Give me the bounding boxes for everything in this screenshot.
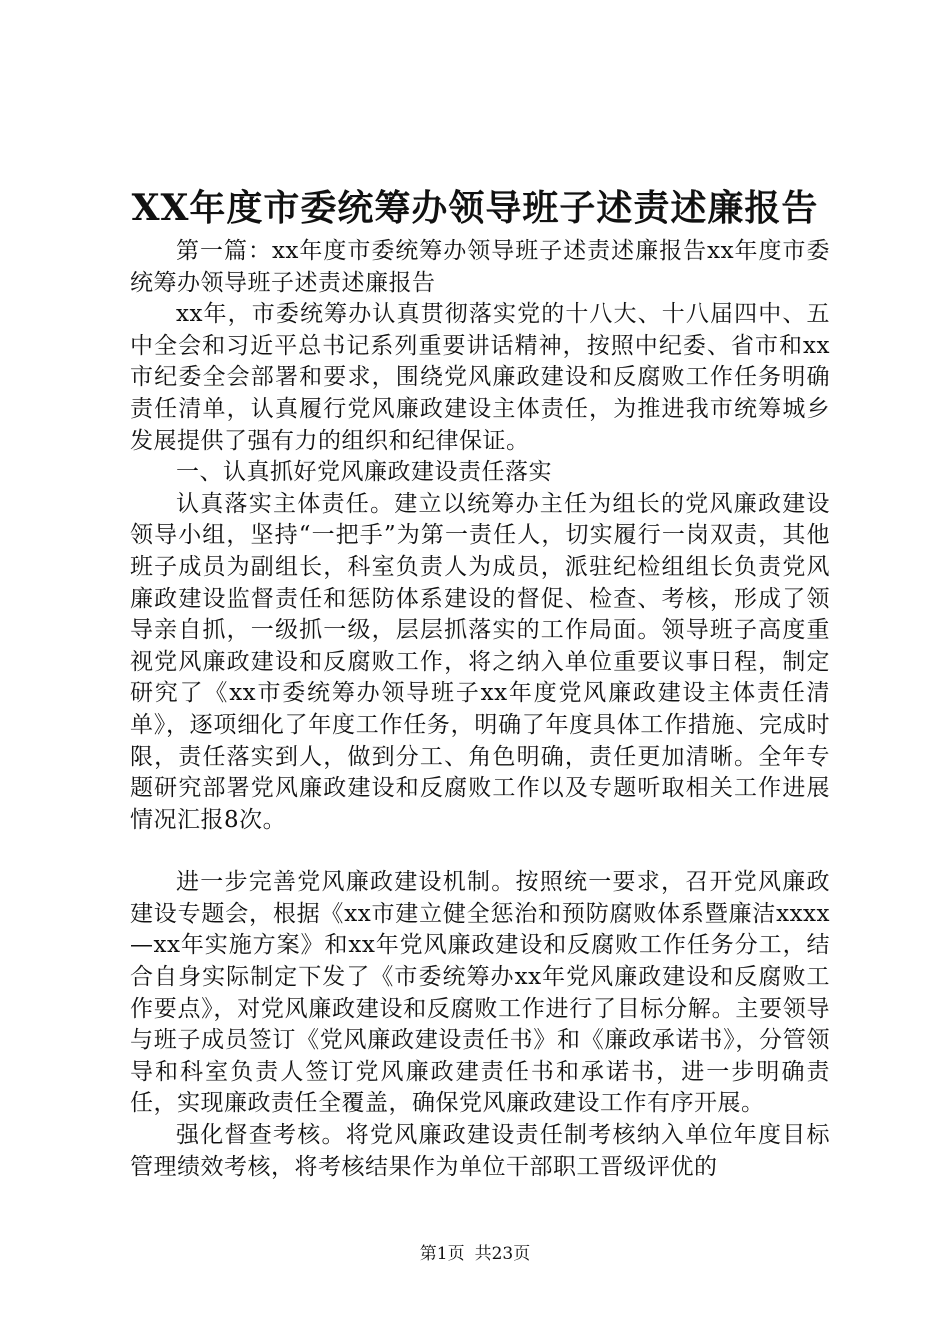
section-heading-1: 一、认真抓好党风廉政建设责任落实 — [176, 459, 552, 486]
paragraph-spacer — [130, 836, 830, 867]
paragraph-supervision: 强化督查考核。将党风廉政建设责任制考核纳入单位年度目标管理绩效考核，将考核结果作为单位干部职工晋级评优的 — [130, 1122, 830, 1180]
paragraph-main-responsibility: 认真落实主体责任。建立以统筹办主任为组长的党风廉政建设领导小组，坚持“一把手”为第一责任人，切实履行一岗双责，其他班子成员为副组长，科室负责人为成员，派驻纪检组组长负责党风廉政建设监督责任和惩防体系建设的督促、检查、考核，形成了领导亲自抓，一级抓一级，层层抓落实的工作局面。领导班子高度重视党风廉政建设和反腐败工作，将之纳入单位重要议事日程，制定研究了《xx市委统筹办领导班子xx年度党风廉政建设主体责任清单》，逐项细化了年度工作任务，明确了年度具体工作措施、完成时限，责任落实到人，做到分工、角色明确，责任更加清晰。全年专题研究部署党风廉政建设和反腐败工作以及专题听取相关工作进展情况汇报8次。 — [130, 490, 830, 833]
paragraph-intro: xx年，市委统筹办认真贯彻落实党的十八大、十八届四中、五中全会和习近平总书记系列重要讲话精神，按照中纪委、省市和xx市纪委全会部署和要求，围绕党风廉政建设和反腐败工作任务明确责任清单，认真履行党风廉政建设主体责任，为推进我市统筹城乡发展提供了强有力的组织和纪律保证。 — [130, 301, 830, 454]
document-title: XX年度市委统筹办领导班子述责述廉报告 — [131, 187, 819, 229]
page-footer — [0, 1243, 950, 1265]
page-total: 共23页 — [474, 1244, 531, 1264]
paragraph-mechanism: 进一步完善党风廉政建设机制。按照统一要求，召开党风廉政建设专题会，根据《xx市建立健全惩治和预防腐败体系暨廉洁xxxx—xx年实施方案》和xx年党风廉政建设和反腐败工作任务分工，结合自身实际制定下发了《市委统筹办xx年党风廉政建设和反腐败工作要点》，对党风廉政建设和反腐败工作进行了目标分解。主要领导与班子成员签订《党风廉政建设责任书》和《廉政承诺书》，分管领导和科室负责人签订党风廉政建责任书和承诺书，进一步明确责任，实现廉政责任全覆盖，确保党风廉政建设工作有序开展。 — [130, 869, 830, 1117]
page-number: 第1页 — [419, 1244, 465, 1264]
document-body — [130, 236, 830, 1183]
paragraph-heading-first: 第一篇：xx年度市委统筹办领导班子述责述廉报告xx年度市委统筹办领导班子述责述廉报告 — [130, 238, 830, 296]
